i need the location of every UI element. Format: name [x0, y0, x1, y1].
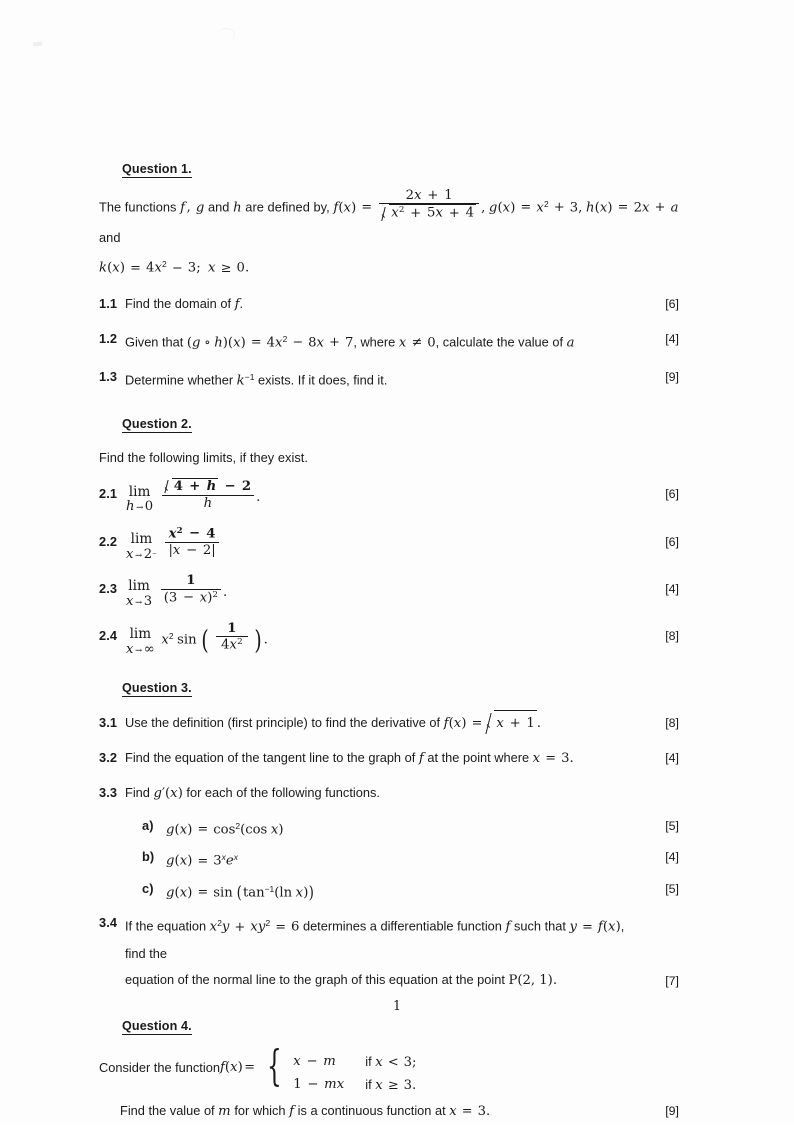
item-3-3-b-text: $g(x) = 3^xe^x$: [166, 852, 238, 869]
function-f-fraction: $\frac{2x + 1}{x^2 + 5x + 4}$: [379, 188, 479, 222]
item-1-2-number: 1.2: [99, 330, 118, 346]
item-2-4-text: lim x → ∞ $x^2$ sin ( $\frac{1}{4x^2}$ ).: [126, 620, 268, 657]
item-3-3-b-marks: [4]: [665, 850, 679, 865]
item-3-4-line2: equation of the normal line to the graph of this equation at the point P(2, 1).: [125, 971, 558, 988]
limit-2-2-fraction: $\frac{x^2 - 4}{|x - 2|}$: [165, 526, 218, 559]
question-1-intro: The functions f , g and h are defined by, f(x) = $\frac{2x + 1}{x^2 + 5x + 4}$ , $g(x) = x^2 + 3$, h(x) = 2x + a and $k(x) = 4x^2 - 3$; x ≥ 0.: [99, 187, 679, 276]
intro-text-c: are defined by,: [241, 199, 334, 215]
item-1-1-text: Find the domain of f.: [125, 295, 244, 312]
item-1-3-label-a: Determine whether: [125, 372, 237, 388]
intro-text-a: The functions: [99, 199, 181, 215]
item-3-4-label-e: equation of the normal line to the graph of this equation at the point: [125, 971, 509, 987]
scan-artifact-mark: [33, 41, 42, 46]
limit-operator-x-to-infinity: lim x → ∞: [126, 625, 155, 657]
item-3-3-text: Find g′(x) for each of the following functions.: [125, 785, 380, 802]
item-3-2-number: 3.2: [99, 750, 118, 766]
item-3-4-label-a: If the equation: [125, 918, 210, 934]
item-3-3-b: [99, 844, 679, 874]
item-3-2-text: Find the equation of the tangent line to the graph of f at the point where x = 3.: [125, 750, 574, 767]
item-2-3-number: 2.3: [99, 581, 118, 597]
item-3-4-label-c: such that: [510, 918, 570, 934]
page-number: 1: [392, 998, 401, 1013]
item-1-2-label-c: , calculate the value of: [435, 333, 567, 349]
piecewise-if-1: if: [365, 1053, 372, 1069]
item-3-1-label: Use the definition (first principle) to find the derivative of: [125, 715, 444, 731]
item-2-2-number: 2.2: [99, 534, 118, 550]
item-2-1: [99, 481, 679, 515]
item-2-1-marks: [6]: [665, 487, 679, 502]
item-3-4-label-d: , find the: [125, 918, 625, 961]
item-1-1-marks: [6]: [665, 296, 679, 311]
item-3-4-label-b: determines a differentiable function: [299, 918, 506, 934]
item-2-4-number: 2.4: [99, 628, 118, 644]
item-3-4-marks: [7]: [665, 973, 679, 988]
item-2-4-marks: [8]: [665, 629, 679, 644]
question-2-heading: Question 2.: [122, 417, 192, 432]
item-2-3: [99, 573, 679, 609]
piecewise-case-2: 1 − mx if x ≥ 3.: [293, 1076, 417, 1093]
item-1-1-number: 1.1: [99, 295, 118, 311]
item-1-1-period: .: [239, 295, 244, 311]
item-3-3-c-marks: [5]: [665, 881, 679, 896]
limit-operator-h-to-0: lim h → 0: [126, 483, 154, 515]
item-2-1-text: lim h → 0 $\frac{4 + h - 2}{h}$ .: [126, 479, 261, 515]
item-4-1-marks: [9]: [665, 1103, 679, 1118]
item-3-3-label-b: for each of the following functions.: [182, 785, 380, 801]
scan-artifact-smudge: [218, 28, 235, 41]
intro-text-b: and: [204, 199, 234, 215]
item-1-3: [99, 364, 679, 394]
item-3-3-c: [99, 876, 679, 906]
item-1-3-marks: [9]: [665, 369, 679, 384]
item-3-3-c-text: $g(x) = \sin (\tan^{-1}(\ln$ x)): [166, 882, 315, 903]
question-2-intro: Find the following limits, if they exist.: [99, 450, 309, 466]
item-3-4-number: 3.4: [99, 915, 118, 931]
item-2-2-marks: [6]: [665, 535, 679, 550]
item-1-3-text: Determine whether $k^{-1}$ exists. If it does, find it.: [125, 371, 388, 389]
limit-2-1-fraction: $\frac{4 + h - 2}{h}$: [162, 478, 254, 512]
question-4-piecewise-row: Consider the function f ( x ) = { x − m if x < 3; 1 − mx if x ≥ 3.: [99, 1047, 679, 1097]
question-3-heading: Question 3.: [122, 681, 192, 696]
item-4-1-text: Find the value of m for which f is a continuous function at x = 3.: [120, 1102, 491, 1119]
limit-2-4-fraction: $\frac{1}{4x^2}$: [216, 621, 248, 654]
question-4-heading-wrap: [99, 1017, 679, 1035]
piecewise-cases: [287, 1047, 416, 1097]
item-3-3-a-text: $g(x) = \cos^2(\cos$ x): [166, 821, 284, 838]
item-3-3: [99, 780, 679, 807]
question-1-heading: Question 1.: [122, 162, 192, 176]
item-1-2-label-a: Given that: [125, 333, 187, 349]
item-4-1: [99, 1098, 679, 1125]
item-2-4: [99, 620, 679, 657]
item-3-3-a-number: a): [142, 818, 154, 834]
item-2-2-text: [125, 525, 645, 562]
question-2-heading-wrap: [99, 415, 679, 433]
limit-operator-x-to-2-minus: lim x → 2−: [126, 531, 157, 562]
item-3-2: [99, 745, 679, 772]
item-4-1-label-b: for which: [230, 1102, 290, 1118]
item-4-1-label-c: is a continuous function at: [294, 1102, 450, 1118]
item-3-1-number: 3.1: [99, 715, 118, 731]
item-1-2-marks: [4]: [665, 331, 679, 346]
item-3-3-b-number: b): [142, 849, 155, 865]
item-2-3-marks: [4]: [665, 582, 679, 597]
piecewise-if-2: if: [365, 1076, 372, 1092]
item-1-3-number: 1.3: [99, 368, 118, 384]
intro-text-and: and: [99, 230, 121, 246]
question-4-intro-label: Consider the function: [99, 1059, 220, 1075]
item-3-1-text: Use the definition (first principle) to find the derivative of f(x) = x + 1 .: [125, 710, 645, 737]
item-3-3-number: 3.3: [99, 785, 118, 801]
item-3-3-label-a: Find: [125, 785, 154, 801]
item-1-2-label-b: , where: [353, 333, 399, 349]
item-1-1: [99, 291, 679, 318]
limit-operator-x-to-3: lim x → 3: [126, 578, 153, 609]
item-2-3-text: lim x → 3 $\frac{1}{(3 - x)^2}$ .: [126, 573, 228, 609]
piecewise-case-1: x − m if x < 3;: [293, 1053, 417, 1070]
item-1-2: [99, 326, 679, 356]
item-1-2-text: Given that (g ∘ $h)(x) = 4x^2 - 8x + 7$, where x ≠ 0, calculate the value of a: [125, 333, 575, 350]
item-3-4-text: If the equation $x^2y + xy^2 = 6$ determines a differentiable function f such that y = f(x), find the equation of the normal line to the graph of this equation at the point P(2, 1).: [125, 910, 645, 993]
item-3-3-a-marks: [5]: [665, 819, 679, 834]
question-1-heading-wrap: [99, 160, 679, 178]
piecewise-brace: {: [266, 1040, 282, 1090]
item-1-1-label: Find the domain of: [125, 295, 235, 311]
item-3-3-a: [99, 813, 679, 843]
item-3-2-label-b: at the point where: [423, 750, 533, 766]
question-3-heading-wrap: [99, 679, 679, 697]
item-3-3-c-number: c): [142, 880, 154, 896]
item-3-2-marks: [4]: [665, 751, 679, 766]
item-1-3-label-b: exists. If it does, find it.: [254, 372, 388, 388]
item-3-4: [99, 910, 679, 993]
item-3-1: [99, 710, 679, 737]
item-2-1-number: 2.1: [99, 486, 118, 502]
question-4-heading: Question 4.: [122, 1018, 192, 1033]
item-4-1-label-a: Find the value of: [120, 1102, 219, 1118]
item-3-2-label-a: Find the equation of the tangent line to the graph of: [125, 750, 419, 766]
item-2-2: [99, 525, 679, 562]
exam-paper-content: [99, 160, 679, 1125]
item-3-1-marks: [8]: [665, 716, 679, 731]
limit-2-3-fraction: $\frac{1}{(3 - x)^2}$: [161, 573, 221, 606]
